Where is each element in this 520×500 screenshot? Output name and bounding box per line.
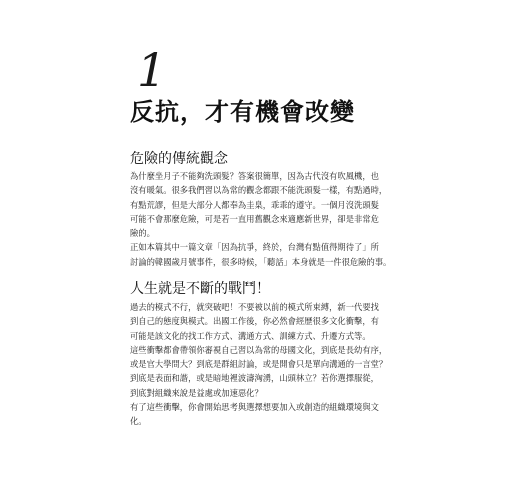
section-heading-life-is-battle: 人生就是不斷的戰鬥！ xyxy=(130,281,270,297)
section-heading-traditional-ideas: 危險的傳統觀念 xyxy=(130,151,228,167)
body-line: 過去的模式不行，就突破吧！不要被以前的模式所束縛，新一代要找 xyxy=(130,302,379,312)
section-body-life-is-battle xyxy=(130,300,392,429)
chapter-title: 反抗，才有機會改變 xyxy=(130,98,355,126)
body-line: 險的。 xyxy=(130,228,155,239)
body-line: 到底對組織來說是益處或加速惡化？ xyxy=(130,387,263,398)
body-line: 正如本篇其中一篇文章「因為抗爭，終於，台灣有點值得期待了」所 xyxy=(130,242,379,253)
body-line: 有點荒謬，但是大部分人都奉為圭臬，乖乖的遵守。一個月沒洗頭髮 xyxy=(130,199,379,210)
body-line: 沒有暖氣。很多我們習以為常的觀念都跟不能洗頭髮一樣，有點過時， xyxy=(130,185,388,196)
section-body-traditional-ideas xyxy=(130,169,392,269)
body-line: 討論的韓國歲月號事件，很多時候，「聽話」本身就是一件很危險的事。 xyxy=(130,256,392,267)
body-line: 可能是該文化的找工作方式、溝通方式、訓練方式、升遷方式等。 xyxy=(130,330,371,341)
body-line: 為什麼坐月子不能夠洗頭髮？答案很簡單，因為古代沒有吹風機，也 xyxy=(130,171,379,181)
body-line: 到自己的態度與模式。出國工作後，你必然會經歷很多文化衝擊，有 xyxy=(130,316,379,327)
chapter-number: 1 xyxy=(137,43,167,97)
body-line: 化。 xyxy=(130,416,147,427)
body-line: 這些衝擊都會帶領你審視自己習以為常的母國文化，到底是長幼有序， xyxy=(130,344,388,355)
body-line: 或是官大學問大？到底是群組討論，或是開會只是單向溝通的一言堂？ xyxy=(130,359,388,370)
body-line: 到底是表面和諧，或是暗地裡波濤洶湧，山頭林立？若你選擇服從， xyxy=(130,373,379,384)
body-line: 可能不會那麼危險，可是若一直用舊觀念來適應新世界，卻是非常危 xyxy=(130,213,379,224)
body-line: 有了這些衝擊，你會開始思考與選擇想要加入或創造的組織環境與文 xyxy=(130,402,379,413)
